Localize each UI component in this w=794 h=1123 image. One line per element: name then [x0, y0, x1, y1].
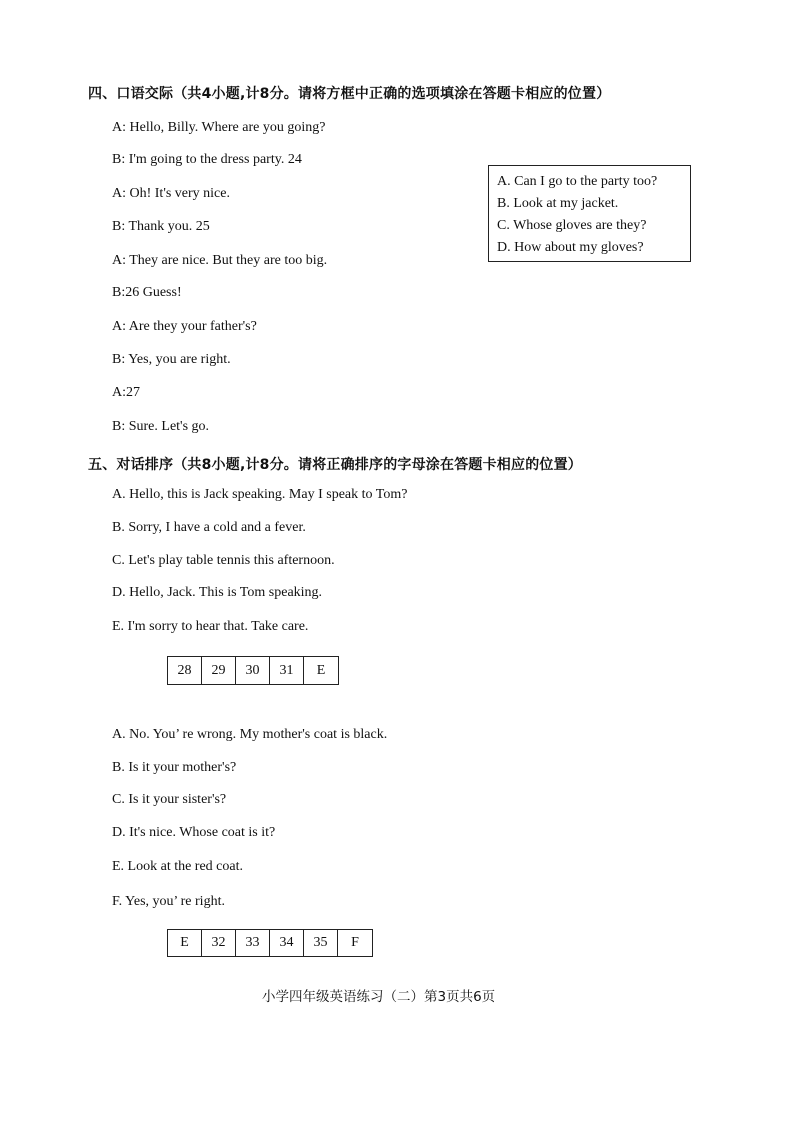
page-footer: 小学四年级英语练习（二）第3页共6页 — [262, 989, 496, 1005]
grid-cell: 31 — [270, 657, 304, 684]
dialogue-line: B. Sorry, I have a cold and a fever. — [112, 520, 306, 535]
dialogue-line: B. Is it your mother's? — [112, 760, 237, 775]
option-b: B. Look at my jacket. — [497, 196, 619, 211]
dialogue-line: A: Hello, Billy. Where are you going? — [112, 120, 326, 135]
dialogue-line: E. I'm sorry to hear that. Take care. — [112, 619, 309, 634]
dialogue-line: B: Yes, you are right. — [112, 352, 231, 367]
grid-cell: 30 — [236, 657, 270, 684]
dialogue-line: B: Thank you. 25 — [112, 219, 210, 234]
grid-cell: 35 — [304, 930, 338, 956]
order-grid-1 — [167, 656, 339, 685]
grid-cell: E — [316, 662, 326, 678]
option-a: A. Can I go to the party too? — [497, 174, 658, 189]
dialogue-line: C. Let's play table tennis this afternoon. — [112, 553, 335, 568]
grid-cell: 33 — [236, 930, 270, 956]
dialogue-line: B:26 Guess! — [112, 285, 182, 300]
grid-cell: 32 — [202, 930, 236, 956]
dialogue-line: A: Oh! It's very nice. — [112, 186, 230, 201]
dialogue-line: A. No. You’ re wrong. My mother's coat is black. — [112, 727, 388, 742]
grid-cell: E — [168, 930, 202, 956]
dialogue-line: D. Hello, Jack. This is Tom speaking. — [112, 585, 323, 600]
options-box — [488, 165, 691, 262]
grid-cell: F — [351, 935, 359, 950]
section5-heading: 五、对话排序（共8小题,计8分。请将正确排序的字母涂在答题卡相应的位置） — [88, 457, 582, 473]
dialogue-line: A. Hello, this is Jack speaking. May I speak to Tom? — [112, 487, 408, 502]
dialogue-line: A: Are they your father's? — [112, 319, 257, 334]
grid-cell: 29 — [202, 657, 236, 684]
option-d: D. How about my gloves? — [497, 240, 644, 255]
dialogue-line: B: Sure. Let's go. — [112, 419, 210, 434]
dialogue-line: A: They are nice. But they are too big. — [112, 253, 328, 268]
dialogue-line: D. It's nice. Whose coat is it? — [112, 825, 276, 840]
dialogue-line: A:27 — [112, 385, 140, 400]
option-c: C. Whose gloves are they? — [497, 218, 647, 233]
dialogue-line: F. Yes, you’ re right. — [112, 894, 225, 909]
grid-cell: 28 — [168, 657, 202, 684]
dialogue-line: B: I'm going to the dress party. 24 — [112, 152, 302, 167]
dialogue-line: C. Is it your sister's? — [112, 792, 227, 807]
dialogue-line: E. Look at the red coat. — [112, 859, 244, 874]
section4-heading: 四、口语交际（共4小题,计8分。请将方框中正确的选项填涂在答题卡相应的位置） — [88, 86, 611, 102]
grid-cell: 34 — [270, 930, 304, 956]
order-grid-2 — [167, 929, 373, 957]
